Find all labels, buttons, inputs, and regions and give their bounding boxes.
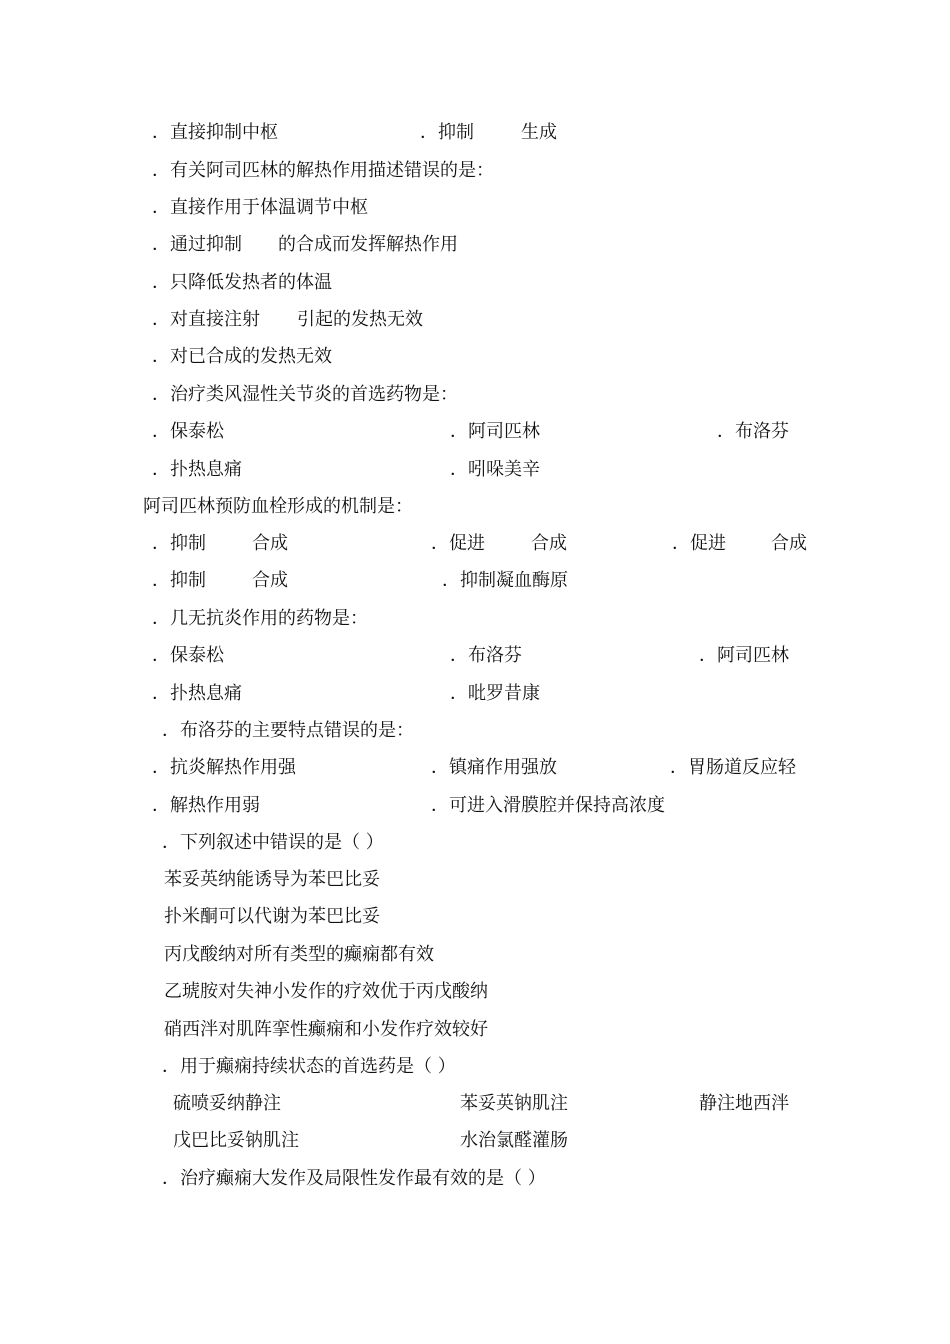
text-segment: ．有关阿司匹林的解热作用描述错误的是：	[152, 160, 494, 181]
text-segment: ．胃肠道反应轻	[670, 757, 796, 778]
text-segment: ．直接作用于体温调节中枢	[152, 197, 368, 218]
text-segment: 硝西泮对肌阵挛性癫痫和小发作疗效较好	[164, 1019, 488, 1040]
text-segment: ．抑制	[152, 533, 206, 554]
text-segment: 硫喷妥纳静注	[173, 1093, 281, 1114]
text-segment: 引起的发热无效	[297, 309, 423, 330]
text-segment: ．只降低发热者的体温	[152, 272, 332, 293]
text-segment: ．治疗癫痫大发作及局限性发作最有效的是（ ）	[162, 1168, 546, 1189]
text-segment: 阿司匹林预防血栓形成的机制是：	[143, 496, 413, 517]
text-segment: ．布洛芬	[717, 421, 789, 442]
text-segment: 静注地西泮	[699, 1093, 789, 1114]
text-segment: 水治氯醛灌肠	[460, 1130, 568, 1151]
text-segment: ．抑制	[420, 122, 474, 143]
text-segment: 扑米酮可以代谢为苯巴比妥	[164, 906, 380, 927]
text-segment: ．保泰松	[152, 421, 224, 442]
text-segment: ．对直接注射	[152, 309, 260, 330]
text-segment: ．吡罗昔康	[450, 683, 540, 704]
text-segment: ．解热作用弱	[152, 795, 260, 816]
text-segment: ．治疗类风湿性关节炎的首选药物是：	[152, 384, 458, 405]
text-segment: ．促进	[431, 533, 485, 554]
text-segment: 乙琥胺对失神小发作的疗效优于丙戊酸纳	[164, 981, 488, 1002]
text-segment: ．抑制	[152, 570, 206, 591]
text-segment: 合成	[771, 533, 807, 554]
text-segment: ．用于癫痫持续状态的首选药是（ ）	[162, 1056, 456, 1077]
text-segment: 戊巴比妥钠肌注	[173, 1130, 299, 1151]
text-segment: ．下列叙述中错误的是（ ）	[162, 832, 384, 853]
text-segment: ．促进	[672, 533, 726, 554]
text-segment: ．抑制凝血酶原	[442, 570, 568, 591]
text-segment: 合成	[252, 570, 288, 591]
text-segment: ．镇痛作用强放	[431, 757, 557, 778]
text-segment: ．布洛芬的主要特点错误的是：	[162, 720, 414, 741]
text-segment: ．布洛芬	[450, 645, 522, 666]
text-segment: ．抗炎解热作用强	[152, 757, 296, 778]
text-segment: 生成	[521, 122, 557, 143]
text-segment: ．扑热息痛	[152, 459, 242, 480]
text-segment: 苯妥英纳能诱导为苯巴比妥	[164, 869, 380, 890]
text-segment: ．直接抑制中枢	[152, 122, 278, 143]
text-segment: 合成	[531, 533, 567, 554]
text-segment: ．保泰松	[152, 645, 224, 666]
text-segment: ．对已合成的发热无效	[152, 346, 332, 367]
text-segment: ．吲哚美辛	[450, 459, 540, 480]
text-segment: 的合成而发挥解热作用	[278, 234, 458, 255]
text-segment: 苯妥英钠肌注	[460, 1093, 568, 1114]
text-segment: ．几无抗炎作用的药物是：	[152, 608, 368, 629]
text-segment: 合成	[252, 533, 288, 554]
text-segment: ．阿司匹林	[699, 645, 789, 666]
text-segment: ．扑热息痛	[152, 683, 242, 704]
text-segment: ．通过抑制	[152, 234, 242, 255]
text-segment: ．可进入滑膜腔并保持高浓度	[431, 795, 665, 816]
text-segment: 丙戊酸纳对所有类型的癫痫都有效	[164, 944, 434, 965]
text-segment: ．阿司匹林	[450, 421, 540, 442]
